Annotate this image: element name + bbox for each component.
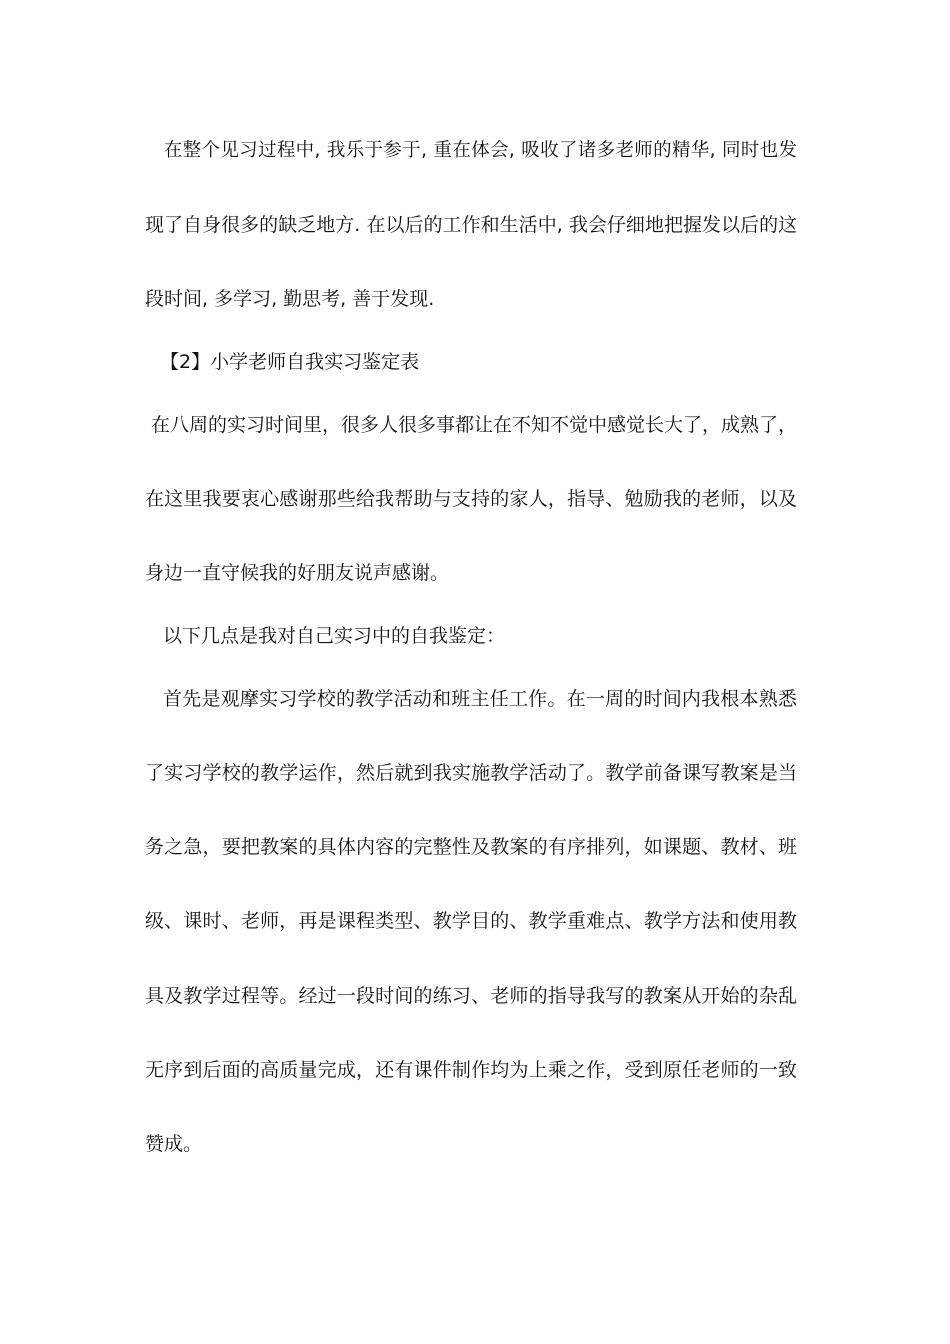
paragraph-4-line-5 (145, 982, 797, 1010)
paragraph-1-line-2 (145, 211, 797, 239)
text-line: 无序到后面的高质量完成，还有课件制作均为上乘之作，受到原任老师的一致 (145, 1059, 798, 1081)
paragraph-4-line-3 (145, 833, 797, 861)
paragraph-2-line-2 (145, 485, 797, 513)
paragraph-3-line-1 (163, 622, 815, 650)
text-line: 级、课时、老师，再是课程类型、教学目的、教学重难点、教学方法和使用教 (145, 910, 798, 932)
paragraph-2-line-3 (145, 559, 797, 587)
text-line: 赞成。 (145, 1133, 203, 1155)
paragraph-4-line-4 (145, 907, 797, 935)
paragraph-4-line-1 (163, 685, 797, 713)
heading-text: 【2】小学老师自我实习鉴定表 (160, 351, 420, 373)
text-line: 以下几点是我对自己实习中的自我鉴定： (163, 625, 506, 647)
text-line: 务之急，要把教案的具体内容的完整性及教案的有序排列，如课题、教材、班 (145, 836, 798, 858)
text-line: 首先是观摩实习学校的教学活动和班主任工作。在一周的时间内我根本熟悉 (163, 688, 798, 710)
text-line: 具及教学过程等。经过一段时间的练习、老师的指导我写的教案从开始的杂乱 (145, 985, 798, 1007)
text-line: 在八周的实习时间里，很多人很多事都让在不知不觉中感觉长大了，成熟了， (151, 414, 798, 436)
text-line: 身边一直守候我的好朋友说声感谢。 (145, 562, 450, 584)
paragraph-1-line-3 (145, 285, 797, 313)
paragraph-4-line-7 (145, 1130, 797, 1158)
section-heading (160, 348, 812, 376)
text-line: 在这里我要衷心感谢那些给我帮助与支持的家人，指导、勉励我的老师，以及 (145, 488, 798, 510)
text-line: 了实习学校的教学运作，然后就到我实施教学活动了。教学前备课写教案是当 (145, 762, 798, 784)
text-line: 现了自身很多的缺乏地方. 在以后的工作和生活中, 我会仔细地把握发以后的这 (145, 214, 798, 236)
paragraph-2-line-1 (151, 411, 797, 439)
text-line: 在整个见习过程中, 我乐于参于, 重在体会, 吸收了诸多老师的精华, 同时也发 (145, 140, 798, 161)
paragraph-4-line-2 (145, 759, 797, 787)
paragraph-1-line-1 (145, 137, 797, 165)
paragraph-4-line-6 (145, 1056, 797, 1084)
text-line: 段时间, 多学习, 勤思考, 善于发现. (145, 288, 435, 310)
